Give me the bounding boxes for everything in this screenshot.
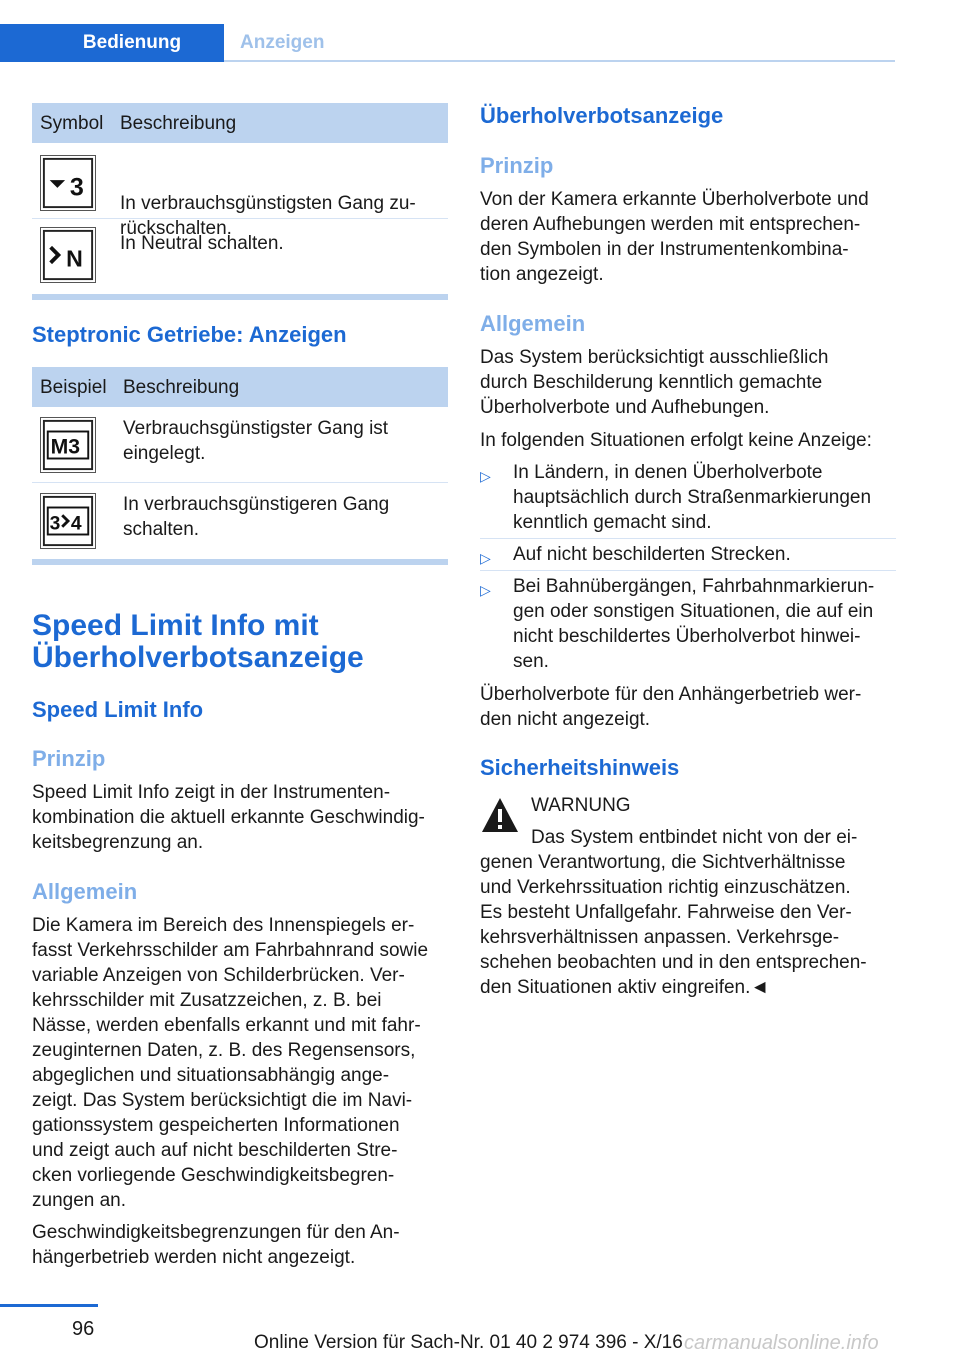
allgemein-text: Das System berücksichtigt ausschließlich durch Beschilderung kenntlich gemachte Überholverbote und Aufhebungen.	[480, 347, 829, 418]
column-header-symbol: Symbol	[40, 113, 104, 134]
safety-heading: Sicherheitshinweis	[480, 755, 680, 780]
steptronic-table	[32, 367, 448, 563]
table-row	[32, 143, 448, 239]
warning-triangle-icon	[480, 796, 520, 836]
prinzip-heading: Prinzip	[32, 746, 106, 771]
no-display-intro: In folgenden Situationen erfolgt keine Anzeige:	[480, 430, 872, 451]
m3-icon	[40, 417, 96, 473]
allgemein-heading: Allgemein	[32, 879, 138, 904]
svg-text:3: 3	[49, 513, 61, 535]
chapter-title: Speed Limit Info mit Überholverbotsanzeige	[32, 609, 364, 674]
row-description: In verbrauchsgünstigsten Gang zu- rückschalten.	[120, 193, 416, 239]
section-heading-steptronic: Steptronic Getriebe: Anzeigen	[32, 322, 347, 347]
row-description: In Neutral schalten.	[120, 233, 284, 254]
table-row	[32, 483, 448, 563]
symbol-table	[32, 103, 448, 295]
column-header-beschreibung: Beschreibung	[120, 113, 237, 134]
bullet-marker-icon: ▷	[480, 550, 491, 566]
trailer-text: Überholverbote für den Anhängerbetrieb wer- den nicht angezeigt.	[480, 684, 862, 730]
page-number: 96	[72, 1318, 95, 1340]
list-item-text: Auf nicht beschilderten Strecken.	[513, 544, 791, 565]
footer-version-info: Online Version für Sach-Nr. 01 40 2 974 396 - X/16	[254, 1332, 683, 1353]
warning-text: genen Verantwortung, die Sichtverhältnisse und Verkehrssituation richtig einzuschätzen. Es besteht Unfallgefahr. Fahrweise den Ver- kehrsverhältnissen anpassen. Verkehrsge- schehen beobachten und in den entsprechen- den Situationen aktiv eingreifen.◄	[480, 852, 867, 998]
table-header	[32, 367, 448, 407]
allgemein-text: Die Kamera im Bereich des Innenspiegels er- fasst Verkehrsschilder am Fahrbahnrand sowie variable Anzeigen von Schilderbrücken. Ver- kehrsschilder mit Zusatzzeichen, z. B. bei Nässe, werden ebenfalls erkannt und mit fahr- zeuginternen Daten, z. B. des Regensensors, abgeglichen und situationsabhängig ange- zeigt. Das System berücksichtigt die im Navi- gationssystem gespeicherten Informationen und zeigt auch auf nicht beschilderten Stre- cken vorliegende Geschwindigkeitsbegren- zungen an.	[32, 915, 429, 1211]
svg-text:M3: M3	[50, 435, 81, 459]
neutral-n-icon	[40, 227, 96, 283]
warning-text-first: Das System entbindet nicht von der ei-	[531, 827, 858, 848]
list-item-text: In Ländern, in denen Überholverbote hauptsächlich durch Straßenmarkierungen kenntlich gemacht sind.	[513, 462, 872, 533]
downshift-3-icon	[40, 155, 96, 211]
list-divider	[480, 570, 896, 571]
bullet-marker-icon: ▷	[480, 582, 491, 598]
prinzip-text: Von der Kamera erkannte Überholverbote und deren Aufhebungen werden mit entsprechen- den Symbolen in der Instrumentenkombina- tion angezeigt.	[480, 189, 869, 285]
table-row	[32, 407, 448, 483]
prinzip-heading: Prinzip	[480, 153, 554, 178]
warning-label: WARNUNG	[531, 795, 631, 816]
column-header-beispiel: Beispiel	[40, 377, 107, 398]
shift-3-to-4-icon	[40, 493, 96, 549]
svg-text:3: 3	[69, 173, 84, 202]
trailer-text: Geschwindigkeitsbegrenzungen für den An- hängerbetrieb werden nicht angezeigt.	[32, 1222, 400, 1268]
subsection-heading: Speed Limit Info	[32, 697, 204, 722]
column-header-beschreibung: Beschreibung	[123, 377, 240, 398]
tab-bedienung[interactable]: Bedienung	[0, 24, 224, 62]
table-divider	[32, 559, 448, 565]
svg-text:4: 4	[70, 513, 82, 535]
bullet-marker-icon: ▷	[480, 468, 491, 484]
row-description: Verbrauchsgünstigster Gang ist eingelegt.	[123, 418, 389, 464]
allgemein-heading: Allgemein	[480, 311, 586, 336]
table-row	[32, 219, 448, 295]
tab-anzeigen[interactable]: Anzeigen	[240, 32, 325, 53]
chapter-header	[0, 24, 895, 62]
footer-rule	[0, 1304, 98, 1307]
row-description: In verbrauchsgünstigeren Gang schalten.	[123, 494, 390, 540]
list-item-text: Bei Bahnübergängen, Fahrbahnmarkierun- gen oder sonstigen Situationen, die auf ein nicht beschildertes Überholverbot hinwei- sen.	[513, 576, 875, 672]
section-heading-ueberholverbot: Überholverbotsanzeige	[480, 103, 724, 128]
prinzip-text: Speed Limit Info zeigt in der Instrumenten- kombination die aktuell erkannte Geschwindig- keitsbegrenzung an.	[32, 782, 425, 853]
watermark: carmanualsonline.info	[684, 1332, 879, 1354]
list-divider	[480, 538, 896, 539]
table-divider	[32, 294, 448, 300]
table-header	[32, 103, 448, 143]
svg-text:N: N	[66, 245, 83, 272]
